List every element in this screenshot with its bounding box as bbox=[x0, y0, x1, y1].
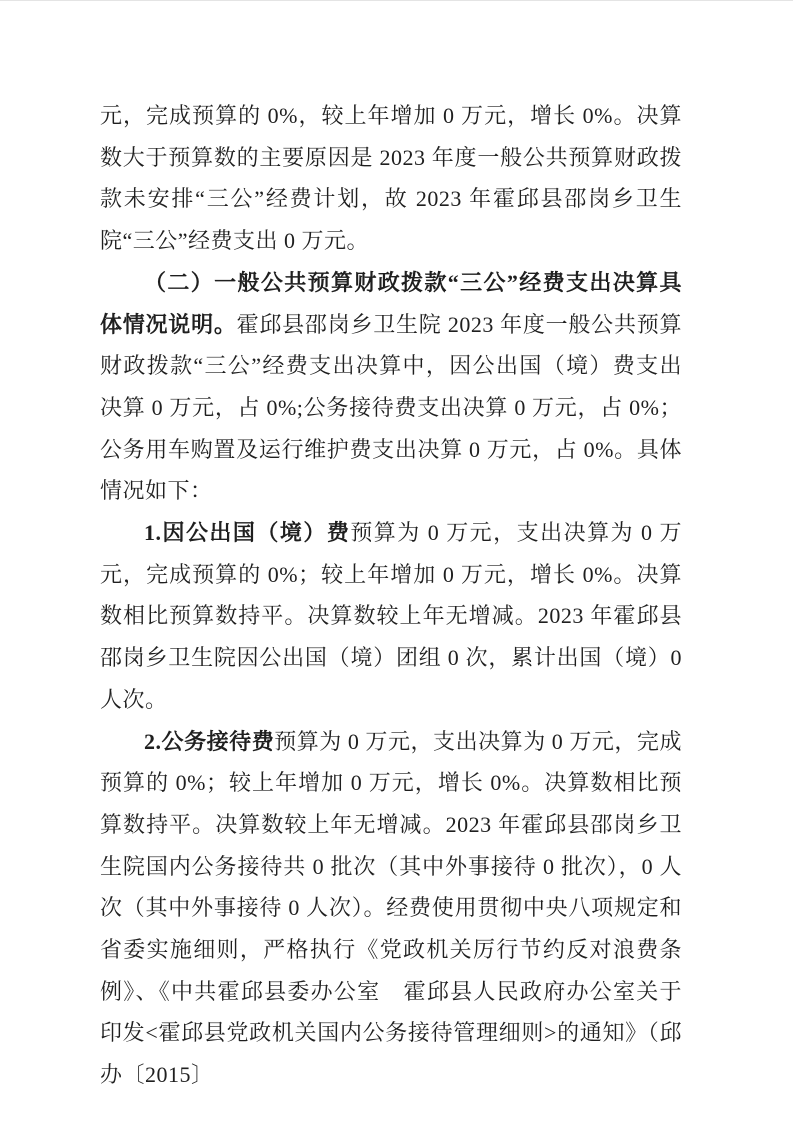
document-content bbox=[100, 95, 682, 1096]
paragraph-2 bbox=[100, 262, 682, 512]
text-run: 预算为 0 万元，支出决算为 0 万元，完成预算的 0%；较上年增加 0 万元，增长 0%。决算数相比预算数持平。决算数较上年无增减。2023 年霍邱县邵岗乡卫生院国内公务接待共 0 批次（其中外事接待 0 批次），0 人次（其中外事接待 0 人次）。经费使用贯彻中央八项规定和省委实施细则，严格执行《党政机关厉行节约反对浪费条例》、《中共霍邱县委办公室 霍邱县人民政府办公室关于印发<霍邱县党政机关国内公务接待管理细则>的通知》（邱办〔2015〕 bbox=[100, 728, 682, 1088]
text-run-bold: 2.公务接待费 bbox=[144, 728, 275, 754]
text-run: 霍邱县邵岗乡卫生院 2023 年度一般公共预算财政拨款“三公”经费支出决算中，因公出国（境）费支出决算 0 万元，占 0%;公务接待费支出决算 0 万元，占 0%；公务用车购置及运行维护费支出决算 0 万元，占 0%。具体情况如下： bbox=[100, 311, 682, 504]
paragraph-3 bbox=[100, 512, 682, 721]
text-run: 预算为 0 万元，支出决算为 0 万元，完成预算的 0%；较上年增加 0 万元，增长 0%。决算数相比预算数持平。决算数较上年无增减。2023 年霍邱县邵岗乡卫生院因公出国（境）团组 0 次，累计出国（境）0 人次。 bbox=[100, 520, 682, 712]
paragraph-1 bbox=[100, 95, 682, 262]
text-run-bold: 1.因公出国（境）费 bbox=[144, 520, 351, 546]
paragraph-4 bbox=[100, 721, 682, 1096]
text-run: 元，完成预算的 0%，较上年增加 0 万元，增长 0%。决算数大于预算数的主要原因是 2023 年度一般公共预算财政拨款未安排“三公”经费计划，故 2023 年霍邱县邵岗乡卫生院“三公”经费支出 0 万元。 bbox=[100, 103, 682, 254]
text-run-bold: （二）一般公共预算财政拨款“三公”经费支出决算具体情况说明。 bbox=[100, 269, 682, 337]
